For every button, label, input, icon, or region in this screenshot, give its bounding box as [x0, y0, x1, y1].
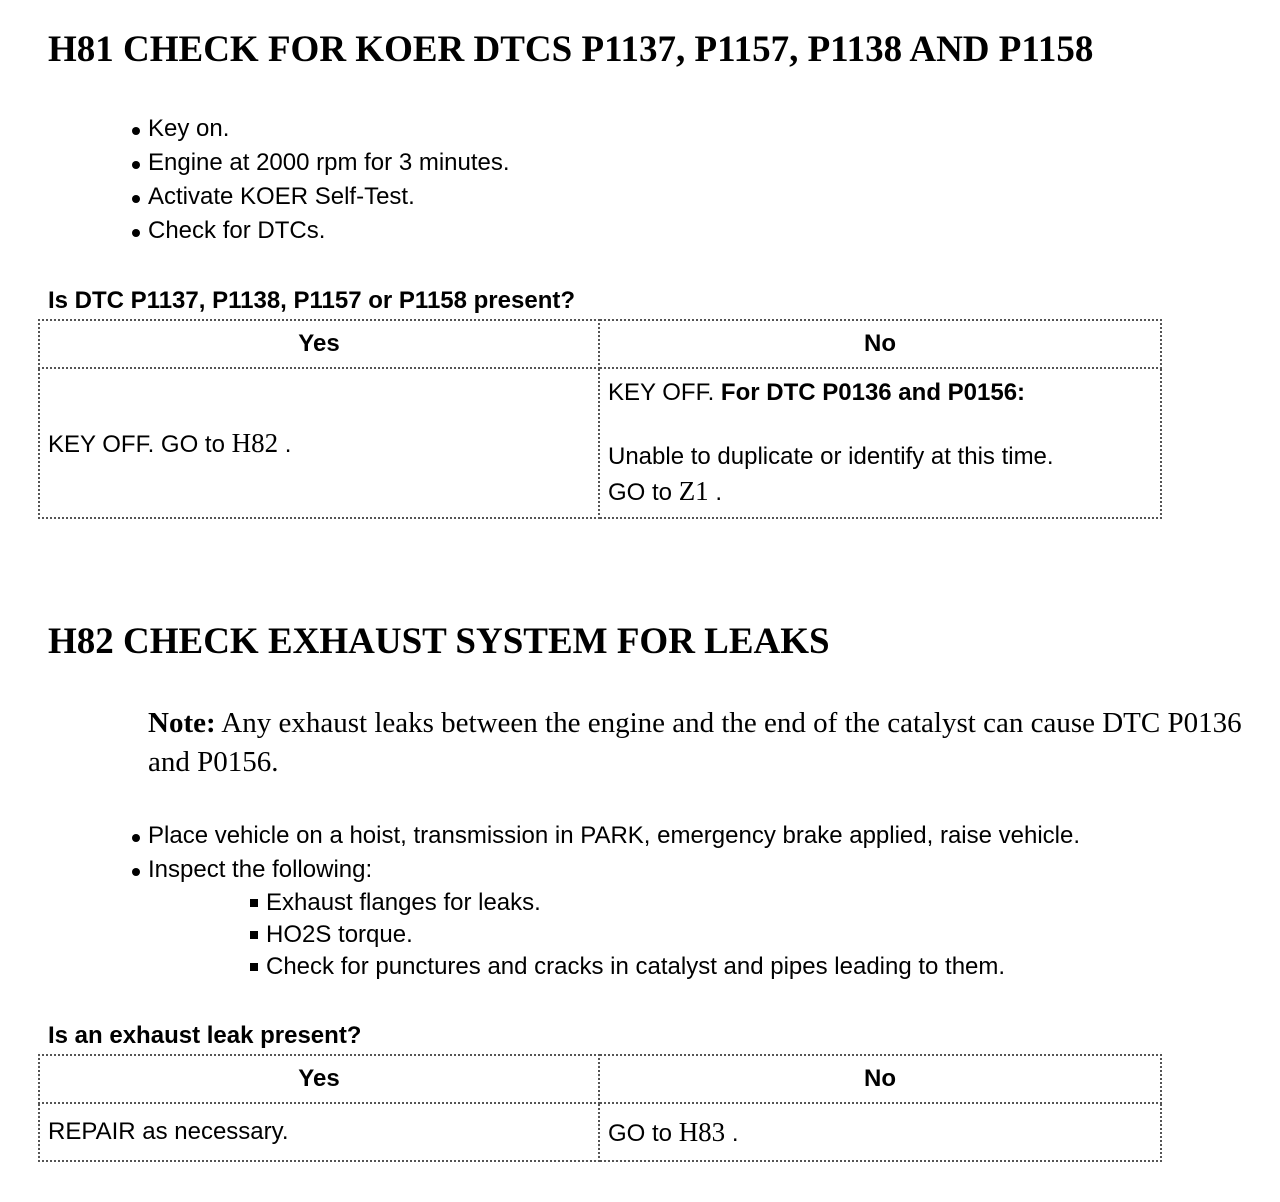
no-answer-tail: . [708, 479, 723, 506]
list-item: Activate KOER Self-Test. [130, 180, 510, 214]
goto-h82-link[interactable]: H82 [231, 427, 279, 458]
h81-steps-list [130, 112, 510, 248]
no-answer-key-off: KEY OFF. [608, 379, 721, 406]
h82-substeps-list [148, 887, 1080, 983]
no-answer-goto-text: GO to [608, 1119, 679, 1147]
no-answer-cell [599, 1103, 1161, 1161]
list-item: Place vehicle on a hoist, transmission in PARK, emergency brake applied, raise vehicle. [130, 819, 1080, 853]
sub-list-item: Check for punctures and cracks in catalyst and pipes leading to them. [248, 951, 1080, 983]
list-item: Engine at 2000 rpm for 3 minutes. [130, 146, 510, 180]
yes-column-header: Yes [39, 320, 599, 368]
h81-answer-table [38, 319, 1162, 519]
no-answer-line-1 [608, 376, 1152, 410]
list-item-text: Inspect the following: [148, 856, 373, 883]
sub-list-item: Exhaust flanges for leaks. [248, 887, 1080, 919]
yes-answer-cell [39, 368, 599, 518]
h81-heading: H81 CHECK FOR KOER DTCS P1137, P1157, P1138 AND P1158 [48, 29, 1094, 70]
sub-list-item: HO2S torque. [248, 919, 1080, 951]
goto-z1-link[interactable]: Z1 [678, 476, 709, 506]
h82-steps-list [130, 819, 1080, 983]
no-column-header: No [599, 320, 1161, 368]
h81-question: Is DTC P1137, P1138, P1157 or P1158 present? [48, 287, 576, 314]
no-answer-line-2: Unable to duplicate or identify at this time. [608, 443, 1054, 470]
yes-answer-tail: . [278, 430, 292, 458]
h82-answer-table [38, 1054, 1162, 1162]
no-answer-dtc-label: For DTC P0136 and P0156: [720, 379, 1026, 406]
h82-heading: H82 CHECK EXHAUST SYSTEM FOR LEAKS [48, 621, 830, 662]
yes-answer-text: KEY OFF. GO to [48, 430, 232, 458]
no-answer-tail: . [725, 1119, 739, 1147]
no-answer-cell [599, 368, 1161, 518]
note-label: Note: [148, 707, 216, 739]
yes-column-header: Yes [39, 1055, 599, 1103]
list-item [130, 853, 1080, 983]
no-column-header: No [599, 1055, 1161, 1103]
h82-note [148, 704, 1258, 782]
list-item: Key on. [130, 112, 510, 146]
h82-question: Is an exhaust leak present? [48, 1022, 362, 1049]
list-item: Check for DTCs. [130, 214, 510, 248]
no-answer-goto-text: GO to [608, 479, 679, 506]
yes-answer-cell: REPAIR as necessary. [39, 1103, 599, 1161]
no-answer-line-3 [608, 474, 1152, 510]
note-text: Any exhaust leaks between the engine and the end of the catalyst can cause DTC P0136 and P0156. [148, 707, 1242, 778]
goto-h83-link[interactable]: H83 [678, 1116, 726, 1147]
